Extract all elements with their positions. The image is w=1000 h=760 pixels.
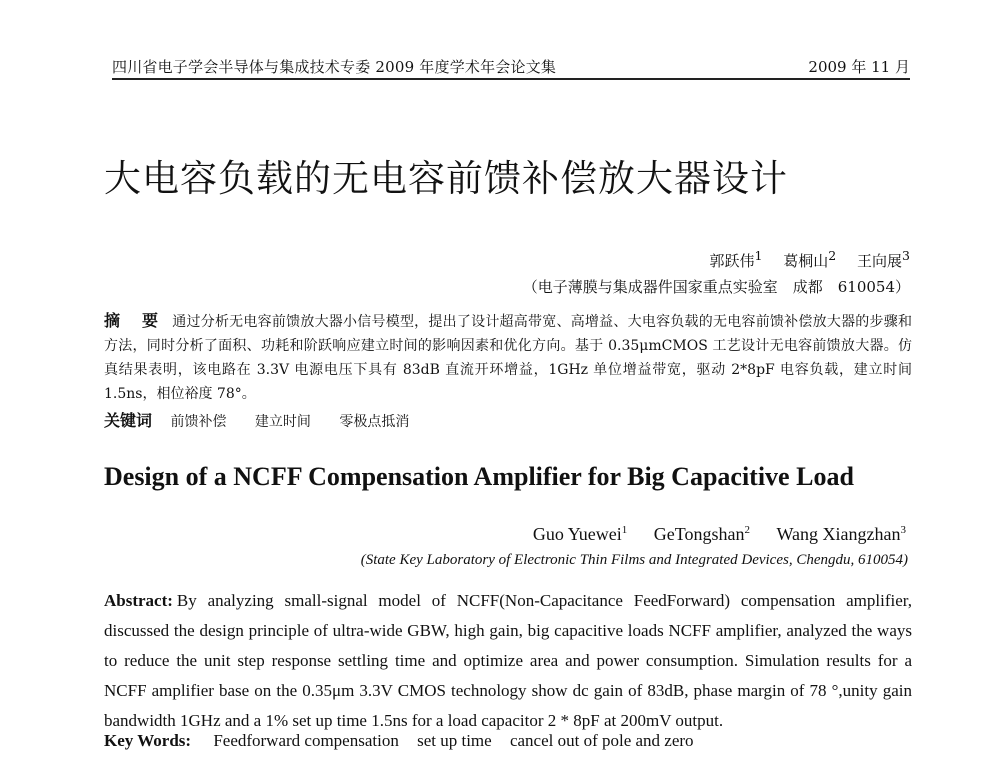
keyword-en: set up time [417,731,492,750]
author-sup: 1 [754,248,763,263]
keyword-cn: 建立时间 [254,414,311,430]
running-header [112,52,910,80]
keyword-cn: 前馈补偿 [170,414,227,430]
affiliation-cn: （电子薄膜与集成器件国家重点实验室 成都 610054） [522,278,910,296]
keyword-en: cancel out of pole and zero [509,731,694,750]
abstract-cn-label: 摘 要 [104,311,167,330]
affiliation-en: (State Key Laboratory of Electronic Thin Films and Integrated Devices, Chengdu, 610054) [360,552,908,568]
author-sup: 2 [828,248,837,263]
keyword-en: Feedforward compensation [213,731,399,750]
header-proceedings-title: 四川省电子学会半导体与集成技术专委 2009 年度学术年会论文集 [112,58,557,76]
author-en [776,524,906,544]
author-cn [857,248,910,270]
header-date: 2009 年 11 月 [808,58,910,76]
abstract-cn-text: 通过分析无电容前馈放大器小信号模型，提出了设计超高带宽、高增益、大电容负载的无电容前馈补偿放大器的步骤和方法，同时分析了面积、功耗和阶跃响应建立时间的影响因素和优化方向。基于 0.35μmCMOS 工艺设计无电容前馈放大器。仿真结果表明，该电路在 3.3V 电源电压下具有 83dB 直流开环增益，1GHz 单位增益带宽，驱动 2*8pF 电容负载，建立时间 1.5ns，相位裕度 78°。 [104,314,912,402]
author-name: 王向展 [857,252,903,270]
authors-cn [694,248,910,271]
author-name: Wang Xiangzhan [776,524,901,544]
author-name: 郭跃伟 [709,252,755,270]
author-sup: 2 [744,524,750,536]
keywords-cn [104,408,433,431]
paper-title-cn: 大电容负载的无电容前馈补偿放大器设计 [104,157,788,200]
keywords-en-label: Key Words: [104,731,192,750]
authors-en [511,524,906,545]
author-cn [783,248,837,270]
abstract-en-label: Abstract: [104,591,173,610]
author-name: GeTongshan [653,524,745,544]
keyword-cn: 零极点抵消 [339,414,410,430]
author-en [533,524,627,544]
author-cn [709,248,763,270]
abstract-cn [104,309,912,406]
author-en [654,524,750,544]
author-sup: 1 [621,524,628,536]
author-sup: 3 [900,524,906,536]
keywords-cn-label: 关键词 [104,411,153,430]
author-name: 葛桐山 [783,252,829,270]
author-sup: 3 [902,248,910,263]
keywords-en [104,731,708,751]
abstract-en-text: By analyzing small-signal model of NCFF(Non-Capacitance FeedForward) compensation amplifier, discussed the design principle of ultra-wide GBW, high gain, big capacitive loads NCFF amplifier, analyzed the ways to reduce the unit step response settling time and optimize area and power consumption. Simulation results for a NCFF amplifier base on the 0.35μm 3.3V CMOS technology show dc gain of 83dB, phase margin of 78 °,unity gain bandwidth 1GHz and a 1% set up time 1.5ns for a load capacitor 2 * 8pF at 200mV output. [104,591,912,730]
paper-title-en: Design of a NCFF Compensation Amplifier for Big Capacitive Load [104,462,854,491]
abstract-en [104,586,912,736]
author-name: Guo Yuewei [532,524,622,544]
